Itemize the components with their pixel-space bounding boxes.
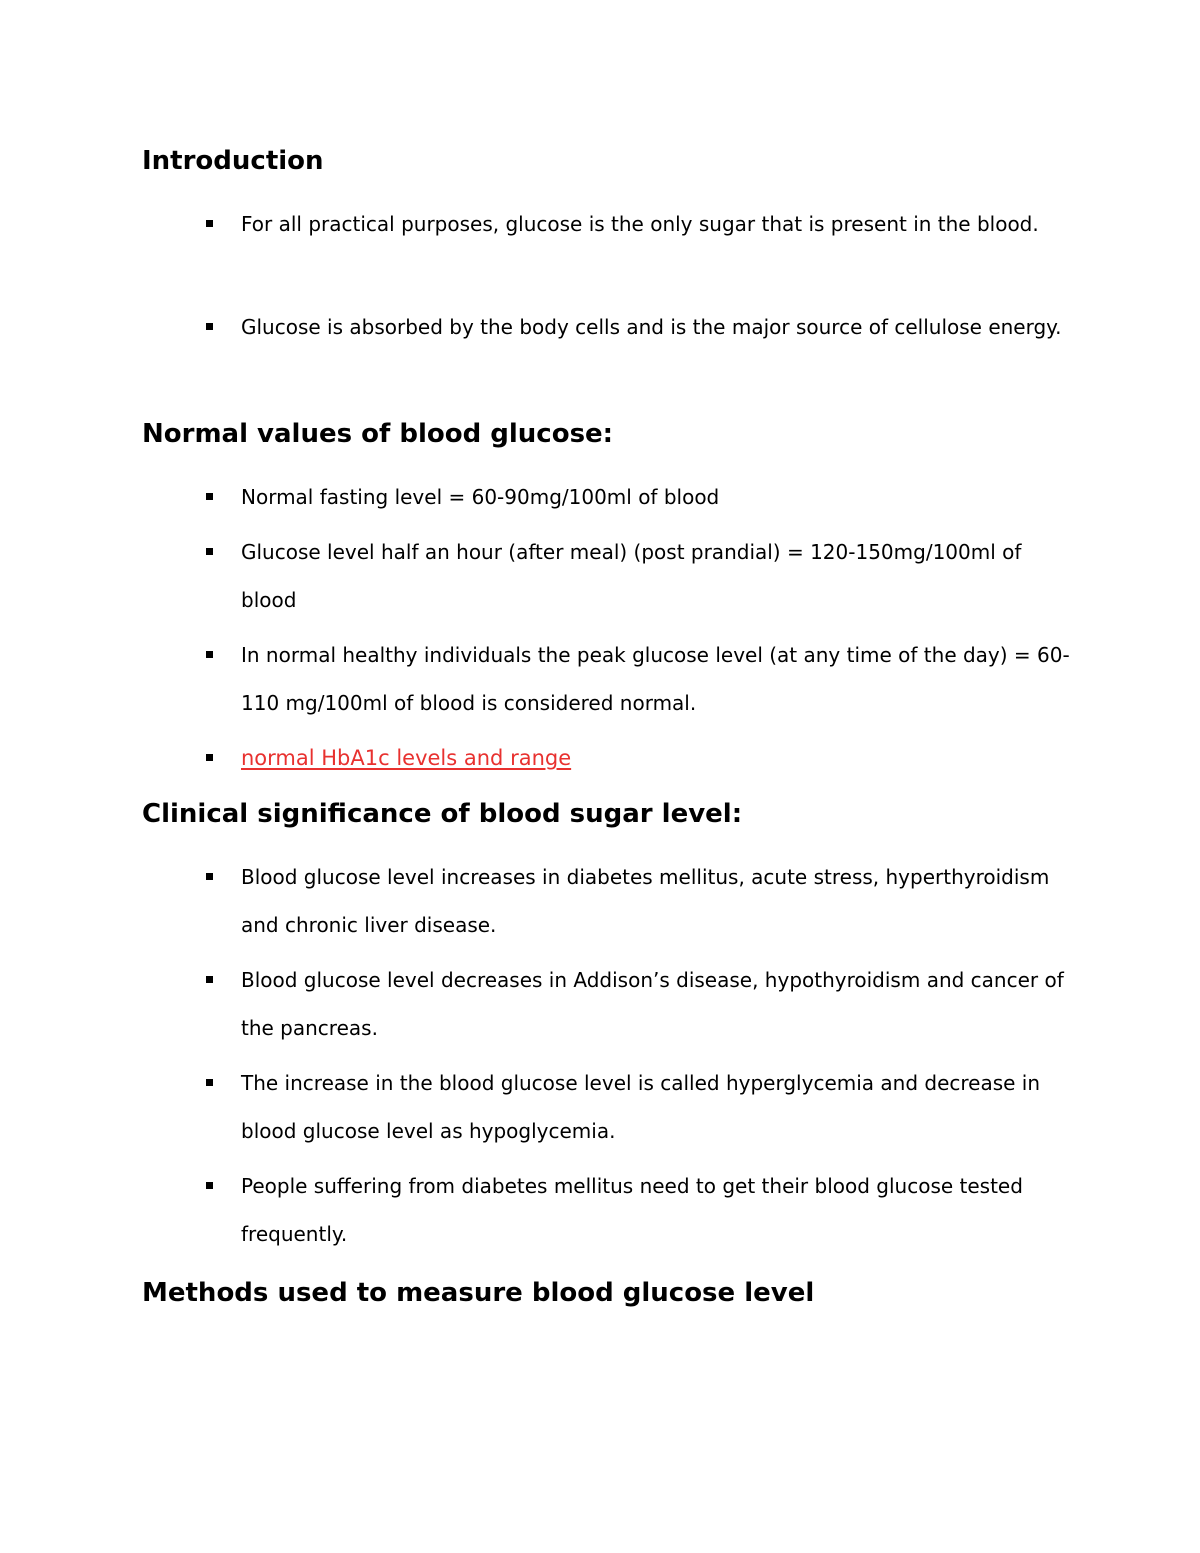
list-item-text: In normal healthy individuals the peak glucose level (at any time of the day) = 60-110 mg/100ml of blood is considered normal. bbox=[241, 643, 1070, 715]
bullet-icon bbox=[206, 323, 213, 330]
section-heading-introduction: Introduction bbox=[142, 146, 324, 176]
bullet-icon bbox=[206, 1182, 213, 1189]
bullet-icon bbox=[206, 873, 213, 880]
list-item-text: Glucose level half an hour (after meal) (post prandial) = 120-150mg/100ml of blood bbox=[241, 540, 1022, 612]
list-item-text: Normal fasting level = 60-90mg/100ml of blood bbox=[241, 485, 720, 509]
list-item-text bbox=[241, 734, 1071, 782]
list-item-text: Glucose is absorbed by the body cells and is the major source of cellulose energy. bbox=[241, 315, 1062, 339]
bullet-icon bbox=[206, 754, 213, 761]
bullet-icon bbox=[206, 651, 213, 658]
hba1c-link[interactable]: normal HbA1c levels and range bbox=[241, 746, 572, 770]
list-item-text: Blood glucose level decreases in Addison’s disease, hypothyroidism and cancer of the pancreas. bbox=[241, 968, 1064, 1040]
list-item-text: People suffering from diabetes mellitus need to get their blood glucose tested frequently. bbox=[241, 1174, 1023, 1246]
section-heading-methods: Methods used to measure blood glucose level bbox=[142, 1278, 815, 1308]
bullet-icon bbox=[206, 493, 213, 500]
list-item-text: The increase in the blood glucose level is called hyperglycemia and decrease in blood glucose level as hypoglycemia. bbox=[241, 1071, 1041, 1143]
list-item-text: Blood glucose level increases in diabetes mellitus, acute stress, hyperthyroidism and chronic liver disease. bbox=[241, 865, 1050, 937]
bullet-icon bbox=[206, 220, 213, 227]
section-heading-clinical-significance: Clinical significance of blood sugar level: bbox=[142, 799, 743, 829]
bullet-icon bbox=[206, 548, 213, 555]
bullet-icon bbox=[206, 976, 213, 983]
bullet-icon bbox=[206, 1079, 213, 1086]
section-heading-normal-values: Normal values of blood glucose: bbox=[142, 419, 614, 449]
list-item-text: For all practical purposes, glucose is the only sugar that is present in the blood. bbox=[241, 212, 1039, 236]
